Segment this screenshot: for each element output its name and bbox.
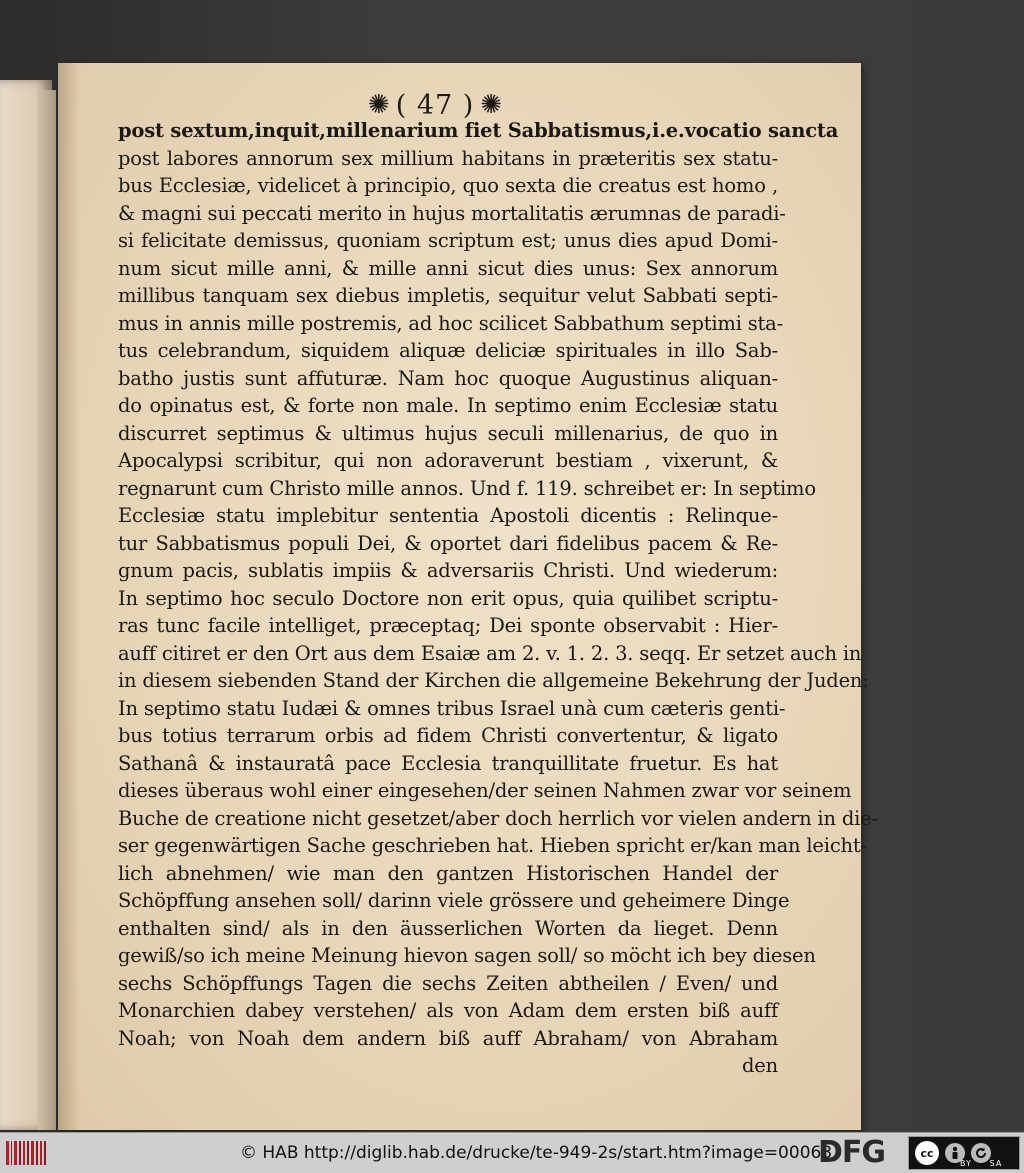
- text-line: Buche de creatione nicht gesetzet/aber doch herrlich vor vielen andern in die-: [118, 806, 878, 830]
- text-line: ser gegenwärtigen Sache geschrieben hat. Hieben spricht er/kan man leicht-: [118, 834, 867, 857]
- library-barcode-icon: [6, 1141, 46, 1165]
- text-line: do opinatus est, & forte non male. In septimo enim Ecclesiæ statu: [118, 394, 778, 417]
- sa-label: SA: [989, 1159, 1003, 1168]
- text-line: num sicut mille anni, & mille anni sicut dies unus: Sex annorum: [118, 256, 778, 280]
- cc-icon: cc: [915, 1141, 939, 1165]
- text-line: Monarchien dabey verstehen/ als von Adam dem ersten biß auff: [118, 999, 778, 1022]
- text-line: ras tunc facile intelliget, præceptaq; Dei sponte observabit : Hier-: [118, 614, 778, 637]
- text-line: sechs Schöpffungs Tagen die sechs Zeiten abtheilen / Even/ und: [118, 971, 778, 995]
- page-number: ( 47 ): [395, 89, 475, 121]
- text-line: Apocalypsi scribitur, qui non adoraverunt bestiam , vixerunt, &: [118, 449, 778, 472]
- text-line: bus totius terrarum orbis ad fidem Christi convertentur, & ligato: [118, 724, 778, 747]
- text-line: batho justis sunt affuturæ. Nam hoc quoque Augustinus aliquan-: [118, 366, 778, 390]
- text-line: Noah; von Noah dem andern biß auff Abraham/ von Abraham: [118, 1026, 778, 1050]
- text-line: gewiß/so ich meine Meinung hievon sagen soll/ so möcht ich bey diesen: [118, 944, 816, 967]
- cc-license-labels: [960, 1159, 1002, 1168]
- text-line: dieses überaus wohl einer eingesehen/der seinen Nahmen zwar vor seinem: [118, 779, 852, 802]
- text-line: auff citiret er den Ort aus dem Esaiæ am 2. v. 1. 2. 3. seqq. Er setzet auch in: [118, 641, 862, 665]
- text-line: post labores annorum sex millium habitans in præteritis sex statu-: [118, 146, 778, 170]
- text-line: den: [742, 1054, 778, 1077]
- facing-page-shadow: [38, 90, 56, 1130]
- text-line: enthalten sind/ als in den äusserlichen Worten da lieget. Denn: [118, 916, 778, 940]
- by-label: BY: [960, 1159, 972, 1168]
- text-line: In septimo statu Iudæi & omnes tribus Israel unà cum cæteris genti-: [118, 696, 786, 720]
- text-line: Ecclesiæ statu implebitur sententia Apostoli dicentis : Relinque-: [118, 504, 778, 527]
- text-line: In septimo hoc seculo Doctore non erit opus, quia quilibet scriptu-: [118, 586, 778, 610]
- fleuron-left-icon: ✺: [367, 90, 390, 120]
- text-line: & magni sui peccati merito in hujus mortalitatis ærumnas de paradi-: [118, 201, 786, 225]
- text-line: discurret septimus & ultimus hujus seculi millenarius, de quo in: [118, 421, 778, 445]
- page-text: [118, 117, 878, 1080]
- text-line: gnum pacis, sublatis impiis & adversariis Christi. Und wiederum:: [118, 559, 778, 582]
- dfg-logo: DFG: [818, 1135, 886, 1170]
- text-line: bus Ecclesiæ, videlicet à principio, quo sexta die creatus est homo ,: [118, 174, 778, 197]
- text-line: Schöpffung ansehen soll/ darinn viele grössere und geheimere Dinge: [118, 889, 790, 912]
- copyright-notice[interactable]: © HAB http://diglib.hab.de/drucke/te-949-2s/start.htm?image=00063: [240, 1143, 833, 1163]
- text-line: regnarunt cum Christo mille annos. Und f. 119. schreibet er: In septimo: [118, 476, 816, 500]
- text-line: tus celebrandum, siquidem aliquæ deliciæ spirituales in illo Sab-: [118, 339, 778, 362]
- text-line: millibus tanquam sex diebus impletis, sequitur velut Sabbati septi-: [118, 284, 778, 307]
- text-line: post sextum,inquit,millenarium fiet Sabbatismus,i.e.vocatio sancta: [118, 119, 839, 142]
- page-gutter-shadow: [58, 63, 80, 1130]
- text-line: si felicitate demissus, quoniam scriptum est; unus dies apud Domi-: [118, 229, 778, 252]
- text-line: lich abnehmen/ wie man den gantzen Historischen Handel der: [118, 861, 778, 885]
- viewer-footer: [0, 1132, 1024, 1173]
- text-line: tur Sabbatismus populi Dei, & oportet dari fidelibus pacem & Re-: [118, 531, 778, 555]
- text-line: Sathanâ & instauratâ pace Ecclesia tranquillitate fruetur. Es hat: [118, 751, 778, 775]
- text-line: in diesem siebenden Stand der Kirchen die allgemeine Bekehrung der Juden:: [118, 669, 869, 692]
- fleuron-right-icon: ✺: [480, 90, 503, 120]
- text-line: mus in annis mille postremis, ad hoc scilicet Sabbathum septimi sta-: [118, 311, 783, 335]
